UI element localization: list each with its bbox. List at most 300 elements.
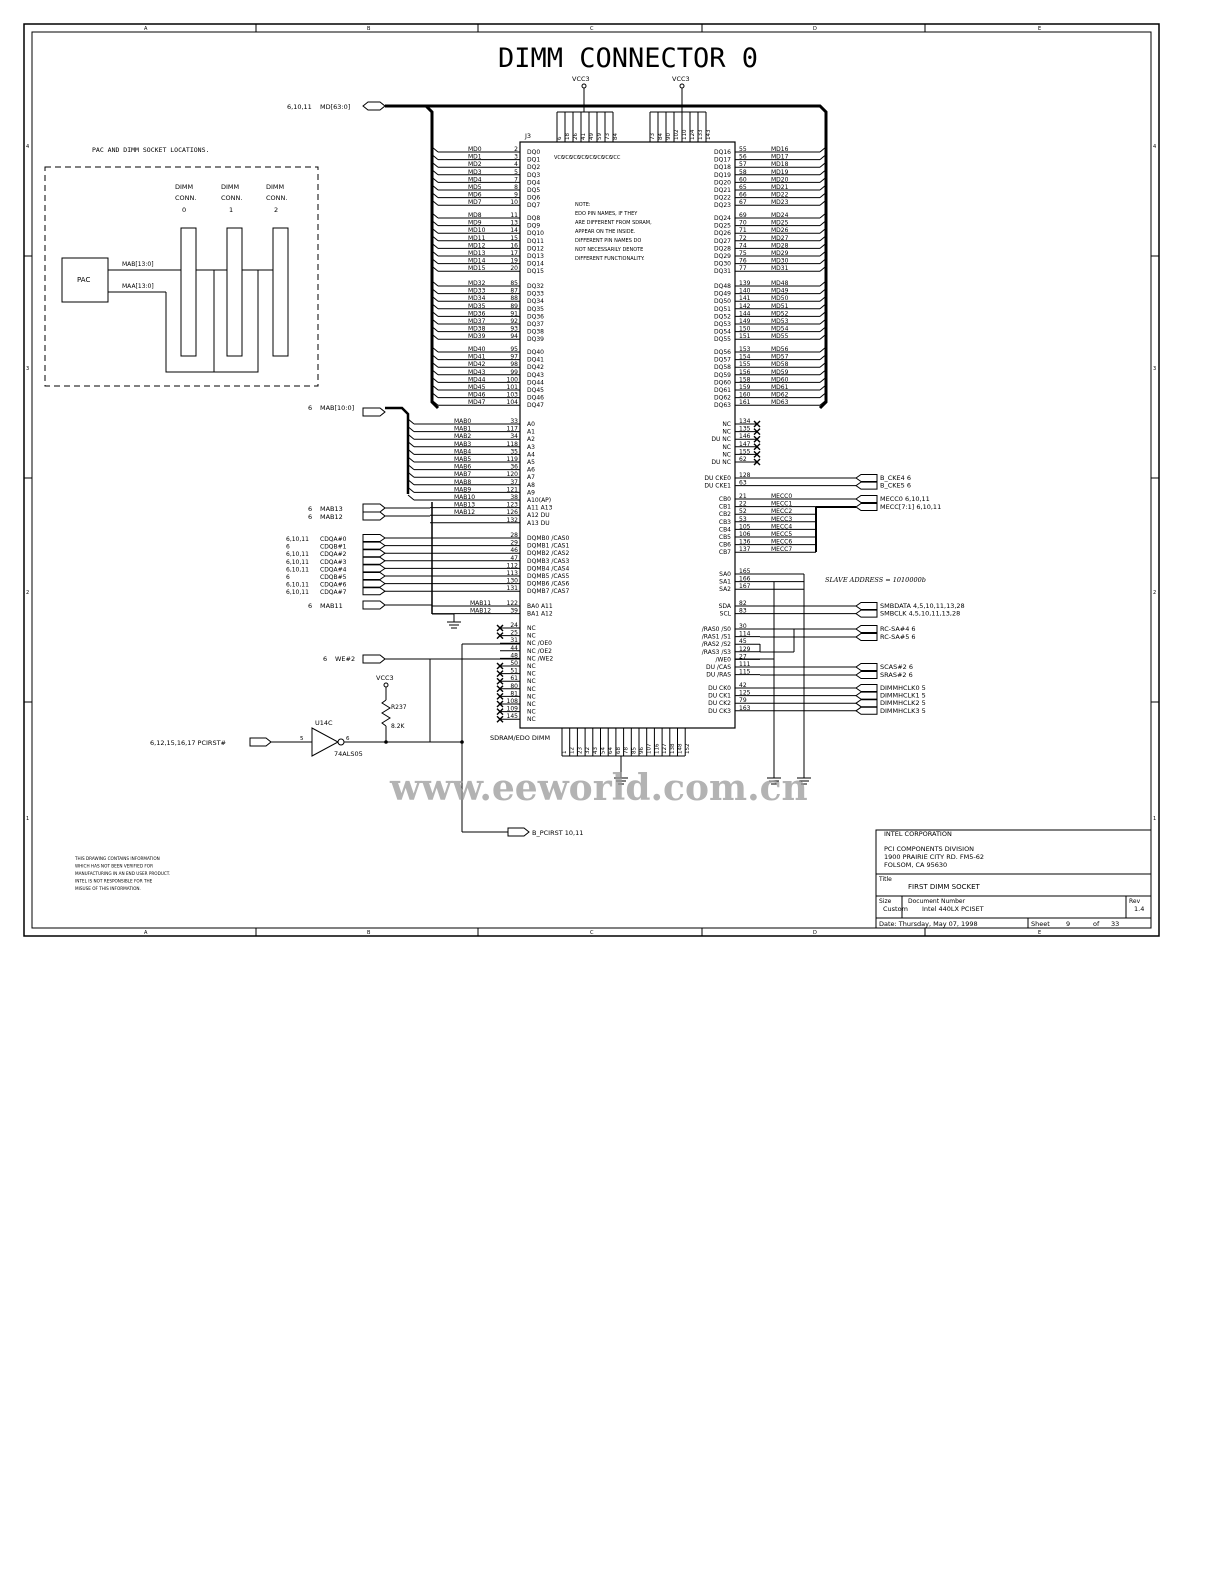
dqm-pin-name: DQMB3 /CAS3 [527, 557, 570, 565]
vcc-pin-number: 110 [682, 129, 688, 140]
address-pin-number: 36 [510, 463, 518, 471]
dqm-net: CDQA#0 [320, 536, 347, 543]
dq-pin-number: 60 [739, 176, 747, 184]
dq-net-label: MD50 [771, 295, 789, 303]
offsheet-port [363, 588, 385, 595]
address-pin-name: A8 [527, 481, 535, 489]
dqm-sheets: 6,10,11 [286, 566, 309, 574]
dq-pin-number: 55 [739, 146, 747, 153]
dq-pin-number: 4 [514, 161, 518, 169]
dq-net-label: MD52 [771, 310, 789, 318]
note-line: NOT NECESSARILY DENOTE [575, 247, 644, 253]
resistor-r237 [382, 700, 390, 726]
dq-pin-number: 139 [739, 280, 751, 287]
address-net-label: MAB7 [454, 471, 472, 479]
dq-pin-name: DQ47 [527, 402, 544, 410]
ras-pin-name: DU /RAS [706, 671, 731, 679]
clk-net: DIMMHCLK3 5 [880, 706, 926, 715]
cb-pin-number: 137 [739, 546, 751, 554]
address-pin-number: 117 [506, 425, 518, 433]
dqm-net: CDQA#6 [320, 581, 347, 589]
dqm-pin-number: 131 [506, 585, 518, 593]
dq-pin-name: DQ3 [527, 171, 541, 179]
dq-pin-name: DQ63 [714, 402, 731, 410]
dq-net-label: MD10 [468, 227, 486, 235]
dq-net-label: MD0 [468, 146, 482, 153]
dq-pin-name: DQ9 [527, 222, 541, 230]
address-pin-name: A12 DU [527, 512, 550, 520]
ras-pin-number: 129 [739, 645, 751, 653]
address-pin-number: 120 [506, 471, 518, 479]
dqm-pin-number: 113 [506, 570, 518, 577]
dq-pin-number: 65 [739, 184, 747, 191]
dq-pin-number: 8 [514, 184, 518, 191]
dq-net-label: MD41 [468, 353, 486, 361]
offsheet-port [856, 664, 877, 671]
vcc-pin-number: 59 [597, 133, 603, 140]
cb-pin-number: 22 [739, 500, 747, 508]
dq-pin-number: 158 [739, 376, 751, 384]
ras-net: RC-SA#4 6 [880, 625, 916, 633]
vcc-pin-number: 6 [557, 136, 563, 140]
nc-pin-number: 135 [739, 425, 751, 433]
disclaimer-line: INTEL IS NOT RESPONSIBLE FOR THE [75, 878, 153, 884]
dq-pin-name: DQ19 [714, 171, 731, 179]
offsheet-name: MAB13 [320, 505, 343, 513]
address-pin-number: 123 [506, 501, 518, 509]
address-net-label: MAB5 [454, 456, 472, 463]
dq-pin-name: DQ49 [714, 290, 731, 298]
clk-pin-name: DU CK0 [708, 685, 731, 692]
vcc-pin-number: 18 [565, 133, 571, 140]
vcc-pin-name: VCC [570, 155, 581, 161]
cke-pin-number: 63 [739, 479, 747, 487]
dq-pin-name: DQ14 [527, 260, 544, 268]
dq-pin-number: 2 [514, 146, 518, 153]
dq-net-label: MD47 [468, 399, 486, 407]
dq-pin-number: 5 [514, 168, 518, 176]
dq-net-label: MD48 [771, 280, 789, 287]
dqm-net: CDQB#5 [320, 574, 347, 581]
dq-net-label: MD4 [468, 176, 482, 184]
dq-net-label: MD29 [771, 250, 789, 257]
dq-pin-name: DQ57 [714, 356, 731, 364]
gate-part: 74ALS05 [334, 750, 363, 758]
ras-pin-number: 111 [739, 661, 751, 668]
dqm-pin-name: DQMB4 /CAS4 [527, 565, 570, 573]
dq-pin-name: DQ13 [527, 253, 544, 260]
offsheet-port [856, 700, 877, 707]
dq-pin-name: DQ26 [714, 230, 731, 238]
mab-bus-port [363, 408, 385, 416]
address-pin-name: A0 [527, 421, 535, 428]
dq-pin-number: 20 [510, 265, 518, 273]
nc-pin-name: NC [527, 701, 536, 708]
dq-pin-name: DQ39 [527, 336, 544, 344]
offsheet-port [856, 707, 877, 714]
location-title: PAC AND DIMM SOCKET LOCATIONS. [92, 146, 210, 154]
dq-net-label: MD32 [468, 280, 486, 287]
dq-pin-name: DQ54 [714, 328, 731, 336]
dq-net-label: MD35 [468, 302, 486, 310]
vss-pin-number: 54 [600, 747, 607, 754]
dqm-net: CDQB#1 [320, 543, 347, 551]
dq-pin-number: 153 [739, 346, 751, 353]
ras-pin-number: 27 [739, 653, 747, 661]
dq-net-label: MD5 [468, 184, 482, 191]
address-pin-name: A5 [527, 459, 535, 466]
dq-pin-name: DQ60 [714, 379, 731, 387]
dq-net-label: MD25 [771, 219, 789, 227]
conn-label: DIMM [266, 183, 285, 191]
vss-pin-number: 127 [662, 743, 669, 754]
row-label: 2 [1153, 590, 1157, 596]
row-label: 3 [1153, 366, 1157, 372]
offsheet-sheet: 6 [308, 513, 313, 521]
cb-pin-name: CB5 [718, 534, 731, 541]
dq-pin-number: 19 [510, 257, 518, 265]
dq-net-label: MD16 [771, 146, 789, 153]
dq-pin-name: DQ22 [714, 194, 731, 202]
note-line: DIFFERENT FUNCTIONALITY. [575, 256, 645, 262]
clk-pin-name: DU CK3 [708, 707, 731, 715]
page-title: DIMM CONNECTOR 0 [497, 43, 759, 74]
smb-pin-name: SDA [718, 603, 731, 610]
resistor-value: 8.2K [391, 723, 405, 730]
dqm-pin-name: DQMB2 /CAS2 [527, 550, 570, 558]
dq-net-label: MD53 [771, 318, 789, 325]
dq-net-label: MD30 [771, 257, 789, 265]
clk-pin-number: 163 [739, 704, 751, 712]
dq-net-label: MD56 [771, 346, 789, 353]
dq-pin-name: DQ15 [527, 268, 544, 276]
pcirst-label: 6,12,15,16,17 PCIRST# [150, 739, 226, 747]
vcc-pin-number: 26 [573, 133, 579, 140]
dq-pin-name: DQ7 [527, 202, 541, 210]
ba-pin-name: BA1 A12 [527, 610, 553, 618]
disclaimer-line: THIS DRAWING CONTAINS INFORMATION [75, 856, 160, 861]
address-line-1: 1900 PRAIRIE CITY RD. FM5-62 [884, 853, 984, 861]
dq-net-label: MD43 [468, 368, 486, 376]
vss-pin-number: 152 [685, 743, 692, 754]
row-label: 1 [1153, 816, 1157, 822]
vcc-label: VCC3 [572, 75, 590, 83]
ras-pin-number: 30 [739, 623, 747, 630]
nc-pin-name: NC [722, 421, 731, 428]
dq-net-label: MD28 [771, 242, 789, 250]
dq-pin-number: 16 [510, 242, 518, 250]
dq-pin-number: 94 [510, 333, 518, 341]
ras-pin-name: /RAS3 /S3 [701, 648, 731, 656]
dq-pin-name: DQ48 [714, 283, 731, 290]
ras-pin-number: 114 [739, 630, 751, 638]
offsheet-port [856, 482, 877, 489]
ras-net: RC-SA#5 6 [880, 633, 916, 641]
mecc-net: MECC[7:1] 6,10,11 [880, 503, 942, 511]
b-pcirst-label: B_PCIRST 10,11 [532, 829, 584, 837]
sa-pin-number: 165 [739, 568, 751, 575]
dqm-pin-name: DQMB1 /CAS1 [527, 542, 570, 550]
dq-pin-number: 161 [739, 399, 751, 407]
dimm-slot-2 [273, 228, 288, 356]
dq-net-label: MD22 [771, 191, 789, 199]
nc-pin-number: 80 [510, 682, 518, 690]
dq-pin-number: 154 [739, 353, 751, 361]
nc-pin-name: NC [527, 625, 536, 632]
nc-pin-name: NC [527, 632, 536, 640]
address-net-label: MAB4 [454, 448, 472, 456]
dq-pin-number: 151 [739, 333, 751, 341]
address-pin-name: A4 [527, 451, 535, 459]
dq-net-label: MD20 [771, 176, 789, 184]
col-label: D [813, 930, 817, 936]
cb-pin-number: 105 [739, 523, 751, 531]
dq-pin-number: 91 [510, 310, 518, 318]
dq-pin-name: DQ35 [527, 305, 544, 313]
address-pin-number: 38 [510, 494, 518, 501]
vss-pin-number: 68 [615, 747, 622, 754]
cb-pin-number: 136 [739, 538, 751, 546]
dqm-pin-number: 46 [510, 547, 518, 555]
dq-pin-name: DQ16 [714, 149, 731, 156]
clk-pin-name: DU CK2 [708, 700, 731, 708]
ras-pin-number: 115 [739, 668, 751, 676]
dimm-slot-0 [181, 228, 196, 356]
offsheet-port [856, 672, 877, 679]
dq-pin-name: DQ59 [714, 371, 731, 379]
nc-pin-number: 62 [739, 456, 747, 463]
cb-pin-number: 21 [739, 493, 747, 500]
dq-net-label: MD37 [468, 318, 486, 325]
dq-pin-name: DQ4 [527, 179, 541, 187]
conn-number: 0 [182, 206, 187, 214]
dq-pin-name: DQ51 [714, 305, 731, 313]
mab-bus [308, 404, 408, 494]
maa-label: MAA[13:0] [122, 283, 154, 290]
cb-pin-number: 53 [739, 515, 747, 523]
conn-number: 1 [229, 206, 234, 214]
dq-pin-number: 87 [510, 287, 518, 295]
vcc-pin-number: 102 [674, 129, 680, 140]
vcc-pin-name: VCC [594, 155, 605, 161]
address-pin-name: A9 [527, 489, 535, 497]
connector-refdes: J3 [525, 132, 532, 140]
sa-pin-name: SA0 [719, 571, 731, 578]
dq-pin-name: DQ29 [714, 253, 731, 260]
vss-pin-number: 138 [669, 743, 676, 754]
vcc-pin-number: 84 [613, 133, 619, 140]
dq-net-label: MD44 [468, 376, 486, 384]
note-line: APPEAR ON THE INSIDE. [575, 229, 636, 235]
slave-address: SLAVE ADDRESS = 1010000b [825, 576, 926, 584]
dq-pin-number: 156 [739, 368, 751, 376]
vss-pin-number: 23 [577, 747, 584, 754]
nc-pin-name: NC [527, 670, 536, 678]
dq-pin-name: DQ30 [714, 260, 731, 268]
offsheet-port [856, 692, 877, 699]
dq-net-label: MD42 [468, 361, 486, 369]
dq-pin-number: 72 [739, 234, 747, 242]
dqm-net: CDQA#2 [320, 551, 347, 559]
address-net-label: MAB1 [454, 425, 472, 433]
dqm-sheets: 6 [286, 574, 290, 581]
nc-pin-name: NC [722, 428, 731, 436]
size-value: Custom [883, 905, 908, 913]
dq-pin-number: 7 [514, 176, 518, 184]
dq-net-label: MD17 [771, 153, 789, 161]
dq-pin-name: DQ23 [714, 202, 731, 210]
resistor-refdes: R237 [391, 704, 407, 711]
nc-pin-number: 146 [739, 433, 751, 441]
cke-pin-number: 128 [739, 472, 751, 479]
dq-pin-number: 89 [510, 302, 518, 310]
dqm-pin-name: DQMB7 /CAS7 [527, 588, 570, 596]
dq-pin-number: 85 [510, 280, 518, 287]
dq-net-label: MD3 [468, 168, 482, 176]
clk-pin-number: 125 [739, 689, 751, 697]
disclaimer-line: WHICH HAS NOT BEEN VERIFIED FOR [75, 863, 153, 869]
dq-pin-name: DQ11 [527, 237, 544, 245]
nc-pin-number: 108 [506, 698, 518, 705]
col-label: E [1038, 930, 1042, 936]
dq-net-label: MD59 [771, 368, 789, 376]
vcc-label: VCC3 [672, 75, 690, 83]
rev-value: 1.4 [1134, 905, 1145, 913]
vss-pin-number: 43 [592, 747, 599, 754]
dq-pin-number: 150 [739, 325, 751, 333]
dq-net-label: MD46 [468, 391, 486, 399]
col-label: D [813, 26, 817, 32]
docnum-label: Document Number [908, 898, 966, 905]
dq-pin-number: 141 [739, 295, 751, 303]
nc-pin-number: 155 [739, 448, 751, 456]
conn-sub: CONN. [221, 194, 243, 202]
size-label: Size [879, 898, 892, 905]
dq-pin-name: DQ56 [714, 349, 731, 356]
dq-pin-number: 88 [510, 295, 518, 303]
address-pin-name: A3 [527, 443, 535, 451]
address-line-2: FOLSOM, CA 95630 [884, 861, 948, 869]
note-line: EDO PIN NAMES, IF THEY [575, 211, 638, 217]
clk-pin-name: DU CK1 [708, 692, 731, 700]
nc-pin-name: NC /OE0 [527, 640, 552, 648]
dq-pin-number: 14 [510, 227, 518, 235]
gate-refdes: U14C [315, 719, 333, 727]
dq-pin-number: 155 [739, 361, 751, 369]
cb-net: MECC6 [771, 538, 793, 546]
ras-pin-name: /RAS0 /S0 [701, 626, 731, 633]
nc-pin-name: NC [527, 708, 536, 716]
we2-signal [323, 655, 520, 742]
sa-pin-name: SA2 [719, 586, 731, 594]
dimm-slot-1 [227, 228, 242, 356]
cas-net: SCAS#2 6 [880, 663, 914, 671]
dq-net-label: MD23 [771, 199, 789, 207]
nc-pin-number: 24 [510, 622, 518, 629]
conn-sub: CONN. [175, 194, 197, 202]
conn-sub: CONN. [266, 194, 288, 202]
cb-net: MECC4 [771, 523, 793, 531]
vss-pin-number: 12 [569, 747, 576, 754]
dq-net-label: MD61 [771, 384, 789, 391]
dqm-sheets: 6 [286, 543, 290, 551]
vss-pin-number: 148 [677, 743, 684, 754]
dq-pin-name: DQ55 [714, 336, 731, 344]
dq-pin-number: 3 [514, 153, 518, 161]
cb-net: MECC2 [771, 508, 793, 516]
col-label: A [144, 26, 148, 32]
offsheet-port [856, 634, 877, 641]
dq-net-label: MD54 [771, 325, 789, 333]
col-label: C [590, 930, 594, 936]
dq-pin-number: 69 [739, 212, 747, 219]
cb-pin-name: CB4 [718, 526, 731, 534]
dq-net-label: MD1 [468, 153, 482, 161]
nc-pin-name: NC [527, 693, 536, 701]
dq-pin-name: DQ20 [714, 179, 731, 187]
dq-net-label: MD34 [468, 295, 486, 303]
mab-bus-name: MAB[10:0] [320, 404, 355, 412]
nc-pin-number: 44 [510, 644, 518, 652]
conn-number: 2 [274, 206, 279, 214]
dq-net-label: MD51 [771, 302, 789, 310]
dq-pin-name: DQ32 [527, 283, 544, 290]
nc-pin-number: 31 [510, 637, 518, 645]
dq-pin-name: DQ50 [714, 298, 731, 306]
conn-label: DIMM [221, 183, 240, 191]
address-pin-number: 35 [510, 448, 518, 456]
dq-pin-number: 70 [739, 219, 747, 227]
cke-net: B_CKE4 6 [880, 474, 911, 482]
dq-pin-number: 58 [739, 168, 747, 176]
row-label: 4 [1153, 144, 1157, 150]
watermark: www.eeworld.com.cn [390, 767, 808, 809]
vcc-symbol [384, 683, 388, 687]
offsheet-port [363, 565, 385, 572]
address-net-label: MAB0 [454, 418, 472, 425]
mab-bus-sheet: 6 [308, 404, 313, 412]
offsheet-port [363, 504, 385, 512]
cke-pin-name: DU CKE0 [704, 475, 731, 482]
we-name: WE#2 [335, 655, 356, 663]
ba-pin-name: BA0 A11 [527, 603, 553, 610]
cb-net: MECC0 [771, 493, 793, 500]
dq-pin-number: 57 [739, 161, 747, 169]
dq-net-label: MD55 [771, 333, 789, 341]
offsheet-port [363, 573, 385, 580]
date: Date: Thursday, May 07, 1998 [879, 920, 978, 928]
we-port [363, 655, 385, 663]
ba-net: MAB11 [470, 600, 492, 607]
dq-pin-number: 101 [506, 384, 518, 391]
gate-pin-out: 6 [346, 736, 350, 742]
offsheet-name: MAB12 [320, 513, 343, 521]
address-net-label: MAB12 [454, 509, 476, 517]
vss-pin-number: 32 [585, 747, 592, 754]
nc-pin-number: 145 [506, 713, 518, 721]
vcc-pin-number: 133 [698, 129, 704, 140]
nc-pin-number: 25 [510, 629, 518, 637]
dq-pin-name: DQ2 [527, 164, 541, 172]
note-line: DIFFERENT PIN NAMES DO [575, 238, 642, 244]
row-label: 2 [26, 590, 30, 596]
address-pin-name: A11 A13 [527, 504, 553, 512]
offsheet-port [856, 475, 877, 482]
dq-net-label: MD21 [771, 184, 789, 191]
offsheet-port [363, 535, 385, 542]
company: INTEL CORPORATION [884, 830, 952, 838]
cb-net: MECC3 [771, 515, 793, 523]
